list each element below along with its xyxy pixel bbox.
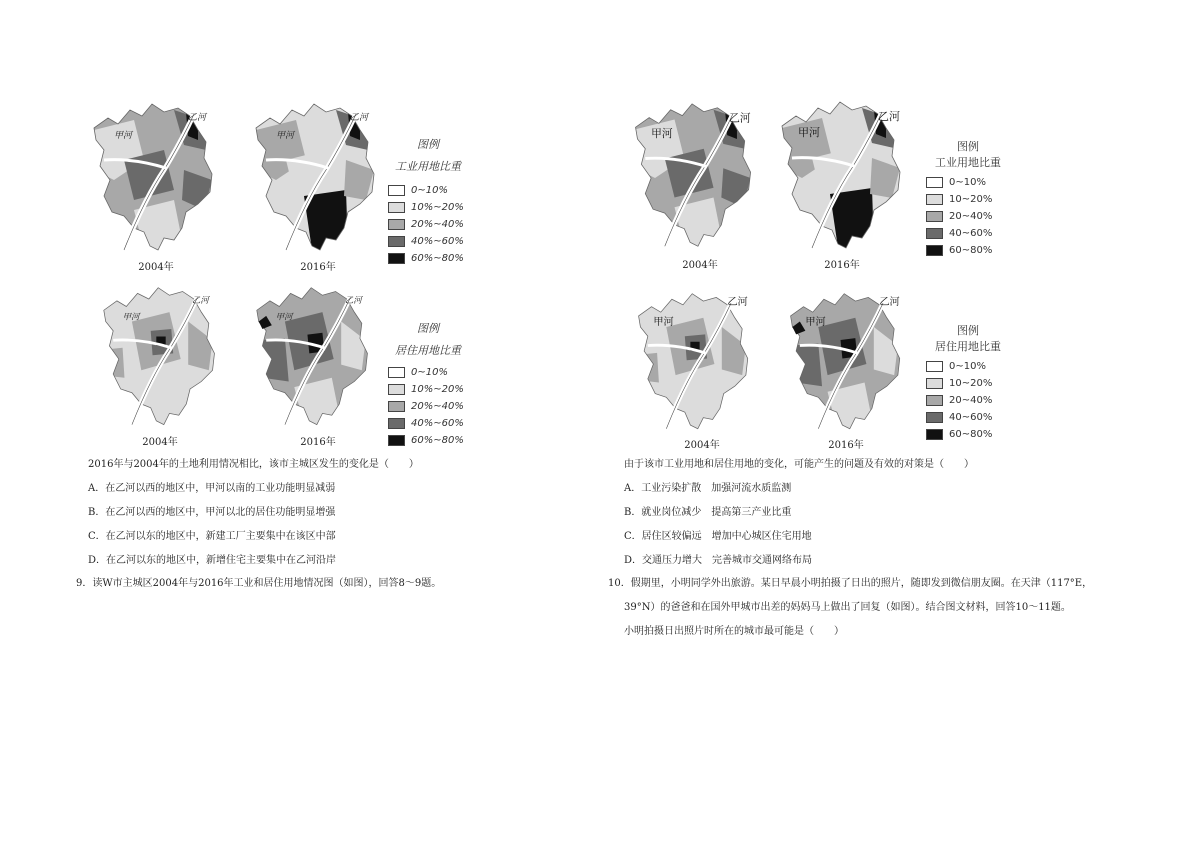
map-industrial-2004-left — [90, 100, 220, 260]
legend-item: 20%~40% — [388, 398, 468, 415]
question-stem: 由于该市工业用地和居住用地的变化，可能产生的问题及有效的对策是（ ） — [624, 459, 974, 470]
legend-item: 40%~60% — [388, 415, 468, 432]
legend-item: 0~10% — [926, 358, 1010, 375]
river-label-jia: 甲河 — [114, 131, 133, 141]
year-label: 2016年 — [300, 262, 336, 273]
legend-item: 0~10% — [388, 364, 468, 381]
option-a[interactable]: A．在乙河以西的地区中，甲河以南的工业功能明显减弱 — [88, 483, 336, 494]
river-label-jia: 甲河 — [275, 311, 293, 322]
legend-item: 0~10% — [926, 174, 1010, 191]
legend-title: 图例 — [417, 138, 439, 151]
river-label-yi: 乙河 — [879, 296, 900, 308]
legend-item: 20~40% — [926, 392, 1010, 409]
river-label-jia: 甲河 — [653, 317, 674, 329]
option-a[interactable]: A．工业污染扩散 加强河流水质监测 — [624, 483, 792, 494]
question-10-line3: 小明拍摄日出照片时所在的城市最可能是（ ） — [624, 626, 844, 637]
river-label-yi: 乙河 — [729, 111, 751, 125]
legend-item: 40~60% — [926, 409, 1010, 426]
legend-item: 20~40% — [926, 208, 1010, 225]
legend-title: 图例 — [417, 322, 439, 335]
option-c[interactable]: C．在乙河以东的地区中，新建工厂主要集中在该区中部 — [88, 531, 336, 542]
legend-title: 图例 — [957, 324, 979, 337]
legend-item: 20%~40% — [388, 216, 468, 233]
river-label-jia: 甲河 — [276, 131, 295, 141]
option-c[interactable]: C．居住区较偏远 增加中心城区住宅用地 — [624, 531, 812, 542]
question-stem: 2016年与2004年的土地利用情况相比，该市主城区发生的变化是（ ） — [88, 459, 419, 470]
legend-item: 10~20% — [926, 191, 1010, 208]
legend-item: 60~80% — [926, 242, 1010, 259]
river-label-jia: 甲河 — [122, 311, 140, 322]
residential-legend-left — [388, 320, 468, 449]
year-label: 2004年 — [684, 440, 720, 451]
option-d[interactable]: D．交通压力增大 完善城市交通网络布局 — [624, 555, 813, 566]
question-9: 9．读W市主城区2004年与2016年工业和居住用地情况图（如图），回答8～9题。 — [76, 578, 442, 589]
year-label: 2004年 — [142, 437, 178, 448]
river-label-jia: 甲河 — [798, 126, 820, 139]
industrial-legend-right — [926, 138, 1010, 259]
legend-item: 60%~80% — [388, 432, 468, 449]
legend-item: 40~60% — [926, 225, 1010, 242]
map-residential-2016-right — [782, 290, 912, 438]
legend-item: 10%~20% — [388, 199, 468, 216]
map-residential-2004-left — [96, 284, 226, 434]
year-label: 2004年 — [682, 260, 718, 271]
legend-item: 60~80% — [926, 426, 1010, 443]
year-label: 2016年 — [300, 437, 336, 448]
legend-subtitle: 居住用地比重 — [395, 344, 461, 357]
year-label: 2016年 — [828, 440, 864, 451]
legend-item: 10%~20% — [388, 381, 468, 398]
river-label-yi: 乙河 — [344, 294, 362, 305]
map-industrial-2004-right — [630, 100, 760, 256]
legend-subtitle: 居住用地比重 — [935, 340, 1001, 353]
map-industrial-2016-right — [778, 98, 908, 258]
legend-item: 10~20% — [926, 375, 1010, 392]
year-label: 2004年 — [138, 262, 174, 273]
river-label-yi: 乙河 — [188, 113, 207, 123]
legend-title: 图例 — [957, 140, 979, 153]
river-label-yi: 乙河 — [878, 110, 900, 123]
question-10-line1: 10．假期里，小明同学外出旅游。某日早晨小明拍摄了日出的照片，随即发到微信朋友圈。在天津（117°E， — [608, 578, 1093, 589]
river-label-yi: 乙河 — [350, 113, 369, 123]
legend-item: 40%~60% — [388, 233, 468, 250]
question-10-line2: 39°N）的爸爸和在国外甲城市出差的妈妈马上做出了回复（如图）。结合图文材料，回答10～11题。 — [624, 602, 1071, 613]
map-residential-2004-right — [630, 290, 760, 438]
map-industrial-2016-left — [252, 100, 382, 260]
industrial-legend-left — [388, 136, 468, 267]
residential-legend-right — [926, 322, 1010, 443]
option-b[interactable]: B．在乙河以西的地区中，甲河以北的居住功能明显增强 — [88, 507, 336, 518]
river-label-jia: 甲河 — [651, 127, 673, 141]
map-residential-2016-left — [244, 284, 384, 434]
legend-subtitle: 工业用地比重 — [395, 160, 461, 173]
river-label-jia: 甲河 — [805, 317, 826, 329]
legend-subtitle: 工业用地比重 — [935, 156, 1001, 169]
river-label-yi: 乙河 — [191, 294, 209, 305]
legend-item: 60%~80% — [388, 250, 468, 267]
legend-item: 0~10% — [388, 182, 468, 199]
river-label-yi: 乙河 — [727, 296, 748, 308]
year-label: 2016年 — [824, 260, 860, 271]
option-b[interactable]: B．就业岗位减少 提高第三产业比重 — [624, 507, 792, 518]
option-d[interactable]: D．在乙河以东的地区中，新增住宅主要集中在乙河沿岸 — [88, 555, 337, 566]
